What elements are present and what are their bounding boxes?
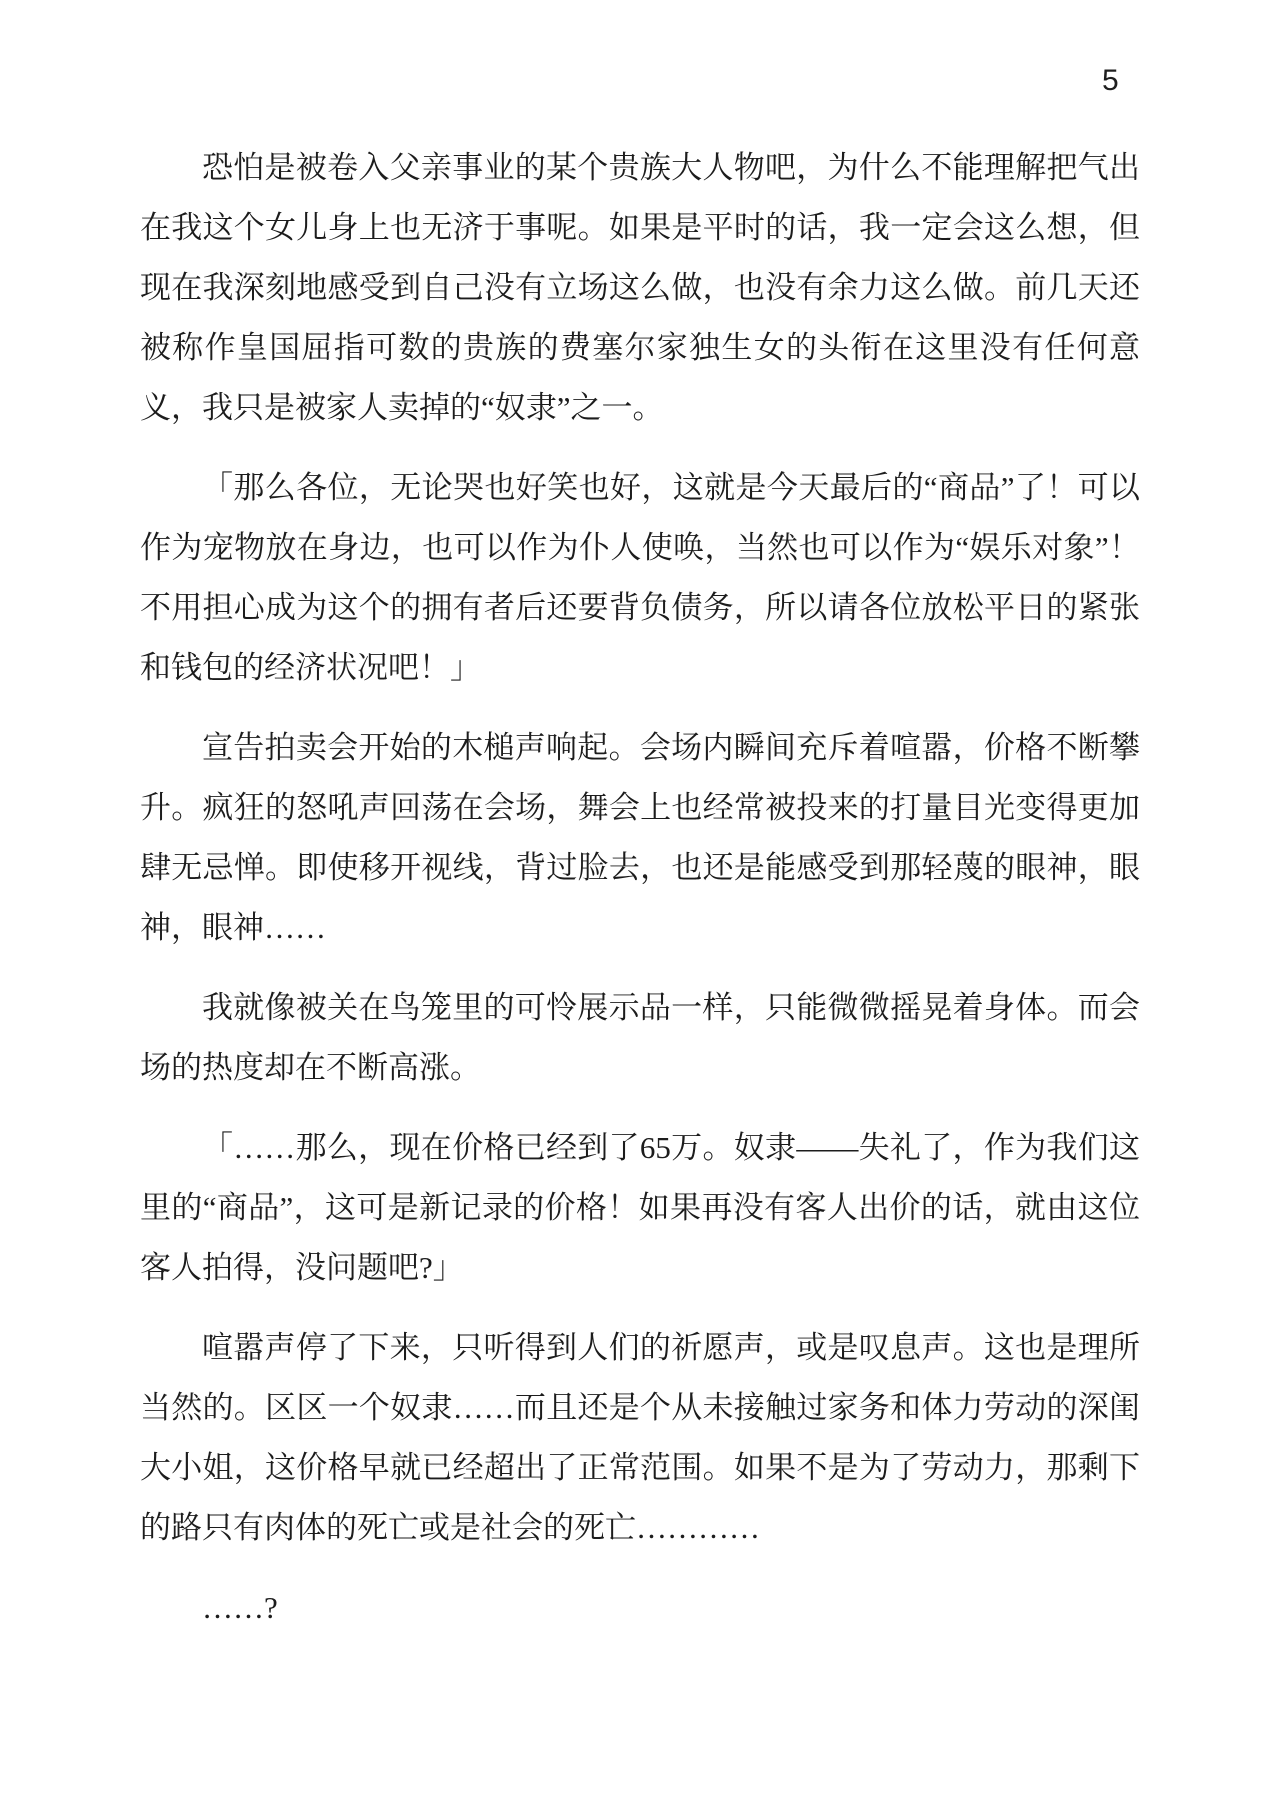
page-body xyxy=(140,138,1140,1658)
paragraph-5-dialogue: 「……那么，现在价格已经到了65万。奴隶——失礼了，作为我们这里的“商品”，这可是新记录的价格！如果再没有客人出价的话，就由这位客人拍得，没问题吧?」 xyxy=(140,1130,1140,1285)
paragraph-1: 恐怕是被卷入父亲事业的某个贵族大人物吧，为什么不能理解把气出在我这个女儿身上也无济于事呢。如果是平时的话，我一定会这么想，但现在我深刻地感受到自己没有立场这么做，也没有余力这么做。前几天还被称作皇国屈指可数的贵族的费塞尔家独生女的头衔在这里没有任何意义，我只是被家人卖掉的“奴隶”之一。 xyxy=(140,150,1140,425)
page-number: 5 xyxy=(1102,64,1119,97)
paragraph-3: 宣告拍卖会开始的木槌声响起。会场内瞬间充斥着喧嚣，价格不断攀升。疯狂的怒吼声回荡在会场，舞会上也经常被投来的打量目光变得更加肆无忌惮。即使移开视线，背过脸去，也还是能感受到那轻蔑的眼神，眼神，眼神…… xyxy=(140,730,1140,945)
paragraph-7: ……? xyxy=(202,1590,278,1625)
paragraph-6: 喧嚣声停了下来，只听得到人们的祈愿声，或是叹息声。这也是理所当然的。区区一个奴隶……而且还是个从未接触过家务和体力劳动的深闺大小姐，这价格早就已经超出了正常范围。如果不是为了劳动力，那剩下的路只有肉体的死亡或是社会的死亡………… xyxy=(140,1330,1140,1545)
paragraph-2-dialogue: 「那么各位，无论哭也好笑也好，这就是今天最后的“商品”了！可以作为宠物放在身边，也可以作为仆人使唤，当然也可以作为“娱乐对象”！不用担心成为这个的拥有者后还要背负债务，所以请各位放松平日的紧张和钱包的经济状况吧！」 xyxy=(140,470,1140,685)
paragraph-4: 我就像被关在鸟笼里的可怜展示品一样，只能微微摇晃着身体。而会场的热度却在不断高涨。 xyxy=(140,990,1140,1085)
